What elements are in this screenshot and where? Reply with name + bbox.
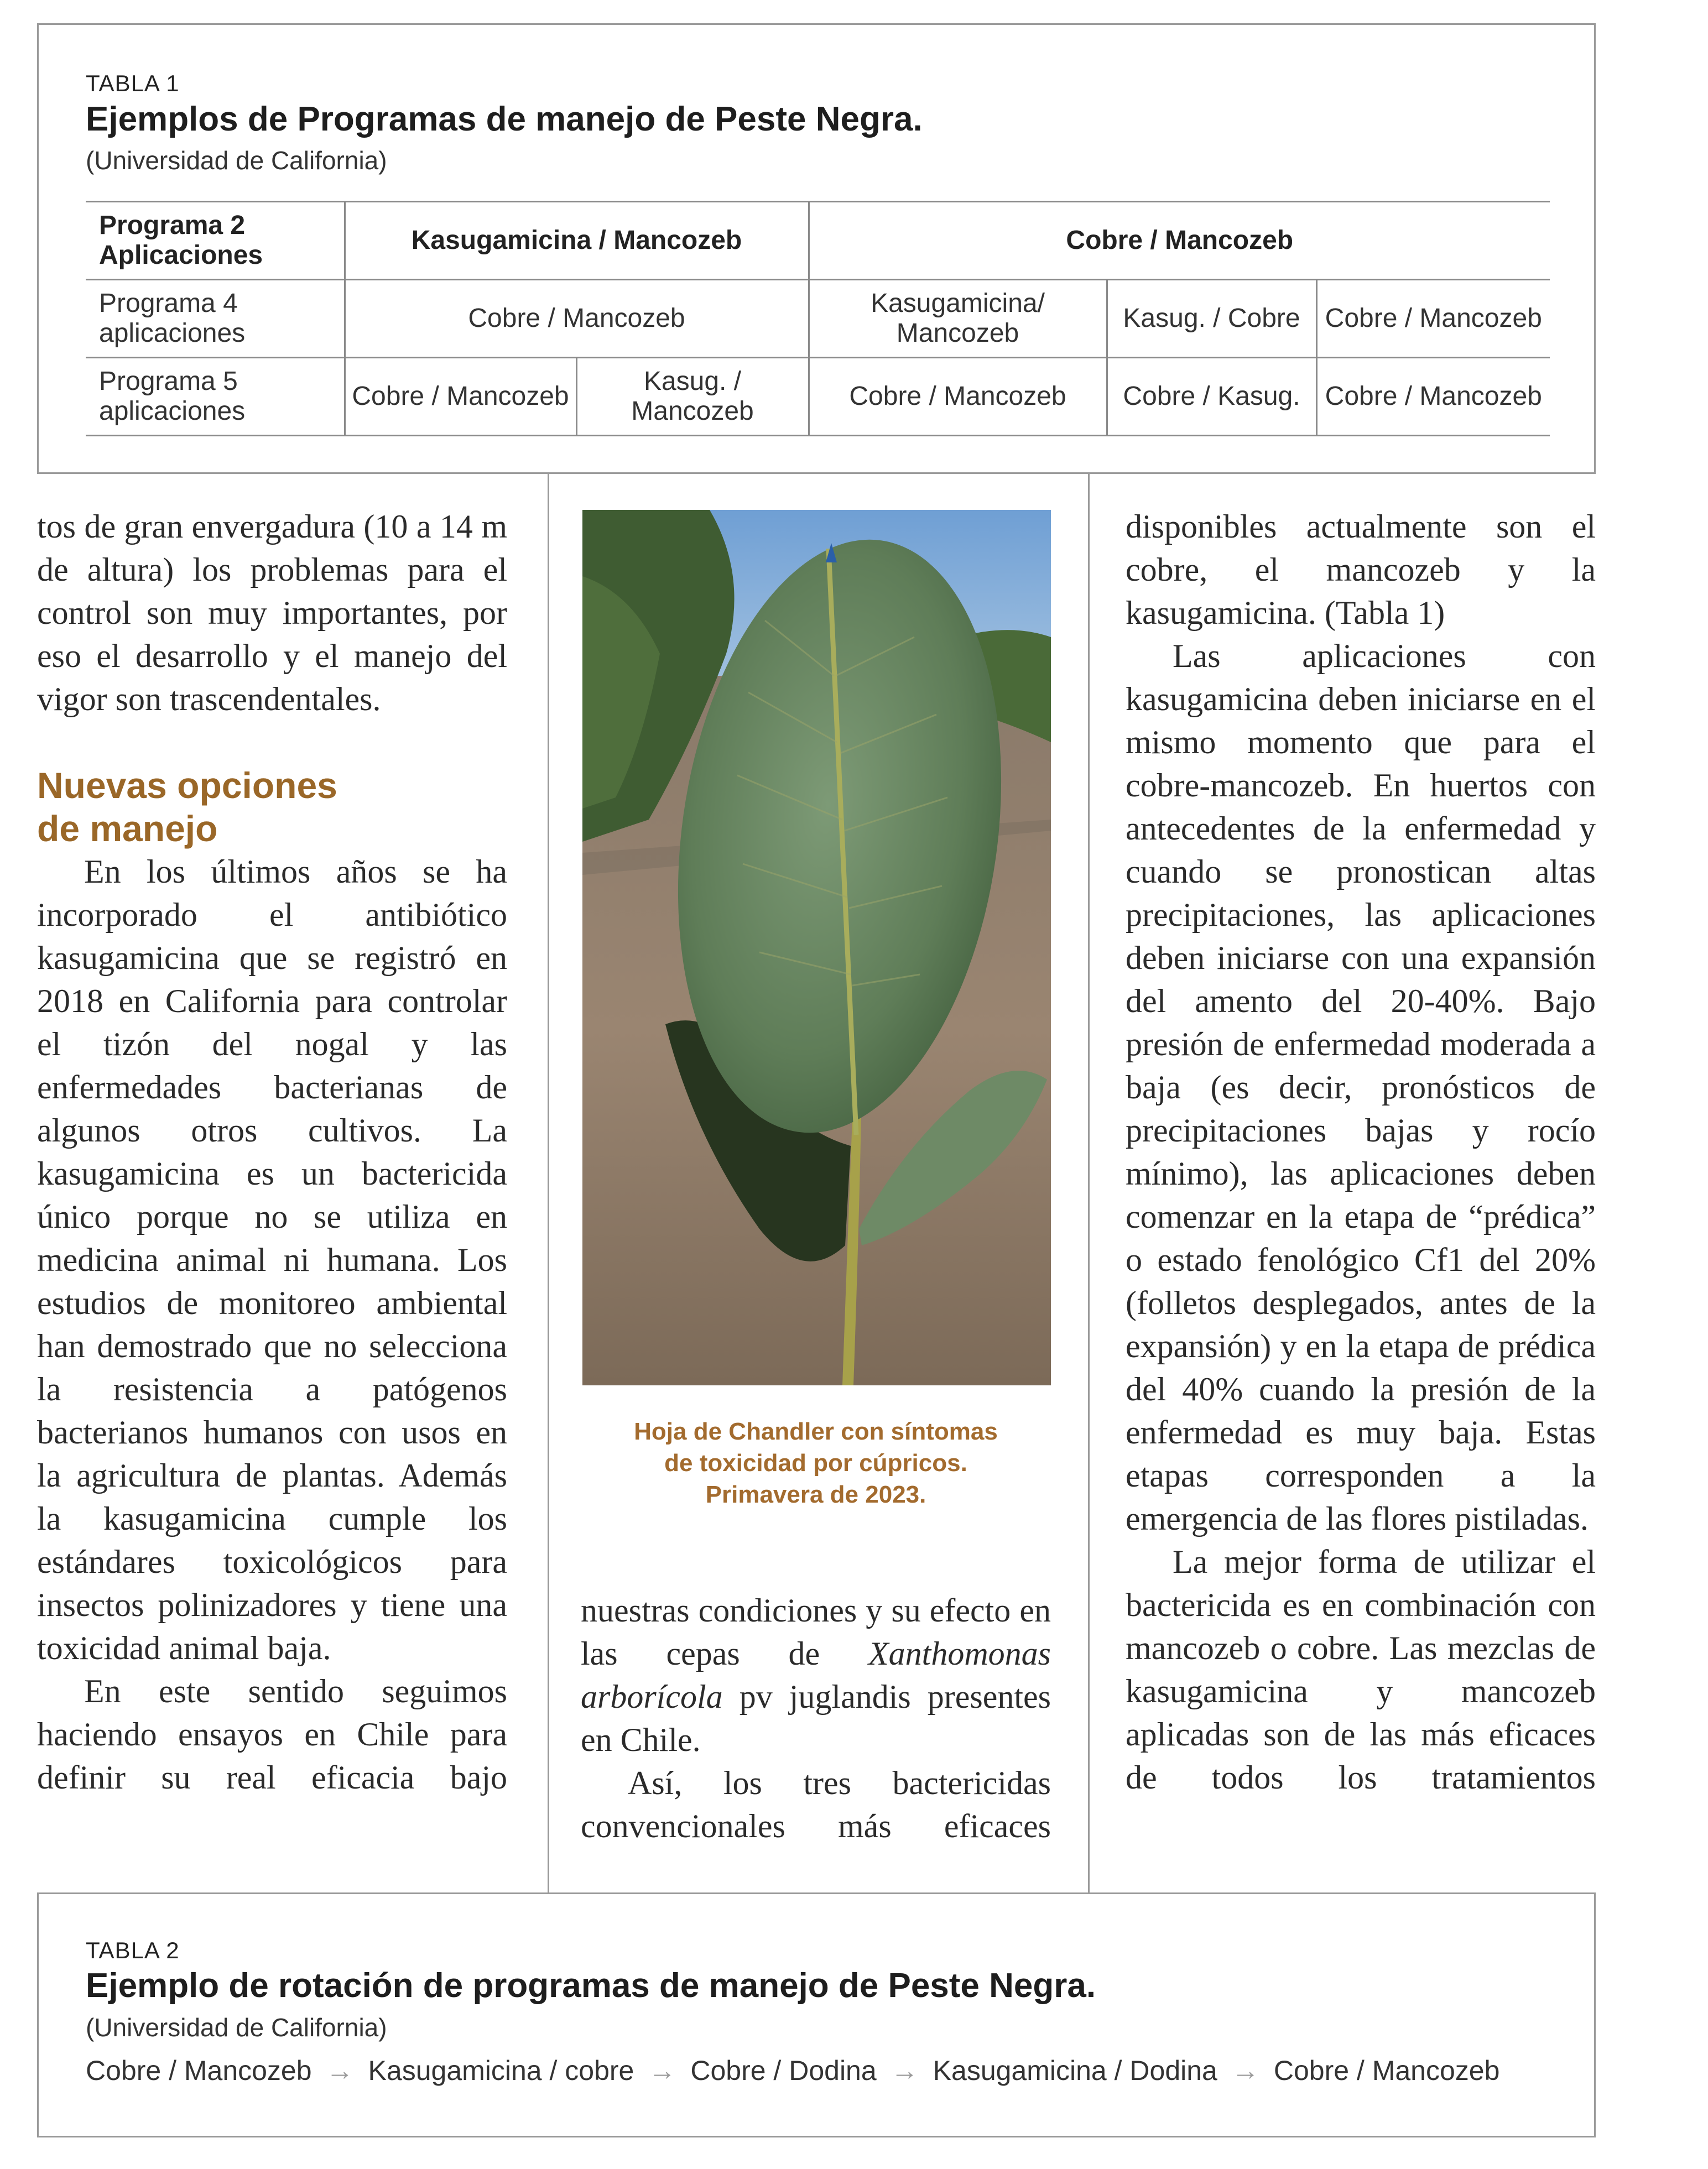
right-arrow-icon: → [1231, 2055, 1259, 2086]
table1-row-head: Programa 4 aplicaciones [86, 280, 345, 358]
paragraph: En los últimos años se ha incorporado el antibiótico kasugamicina que se registró en 2018 en California para controlar el tizón del nogal y las enfermedades bacterianas de algunos otros cultivos. La kasugamicina es un bactericida único porque no se utiliza en medicina animal ni humana. Los estudios de monitoreo ambiental han demostrado que no selecciona la resistencia a patógenos bacterianos humanos con usos en la agricultura de plantas. Además la kasugamicina cumple los estándares toxicológicos para insectos polinizadores y tiene una toxicidad animal baja. [37, 853, 507, 1666]
table1-source: (Universidad de California) [86, 146, 387, 175]
table-cell: Kasug. / Mancozeb [576, 358, 809, 436]
paragraph: disponibles actualmente son el cobre, el mancozeb y la kasugamicina. (Tabla 1) [1126, 508, 1596, 631]
table2-source: (Universidad de California) [86, 2013, 387, 2042]
paragraph: En este sentido seguimos haciendo ensayos en Chile para definir su real eficacia bajo [37, 1673, 507, 1796]
paragraph: La mejor forma de utilizar el bactericida es en combinación con mancozeb o cobre. Las mezclas de kasugamicina y mancozeb aplicadas son de las más eficaces de todos los tratamientos [1126, 1544, 1596, 1796]
rotation-step: Kasugamicina / cobre [368, 2055, 634, 2086]
species-name: Xanthomonas arborícola [581, 1635, 1051, 1715]
section-heading-line1: Nuevas opciones [37, 765, 337, 806]
table-cell: Kasug. / Cobre [1107, 280, 1316, 358]
right-arrow-icon: → [891, 2055, 919, 2086]
rotation-step: Cobre / Mancozeb [86, 2055, 312, 2086]
table-cell: Cobre / Kasug. [1107, 358, 1316, 436]
text-column-2 [581, 1589, 1051, 1848]
right-arrow-icon: → [326, 2055, 354, 2086]
table-cell: Cobre / Mancozeb [809, 358, 1107, 436]
table-row [86, 358, 1550, 436]
rotation-step: Kasugamicina / Dodina [933, 2055, 1217, 2086]
table1-row-head: Programa 2 Aplicaciones [86, 202, 345, 280]
caption-line: Primavera de 2023. [705, 1481, 926, 1508]
text-run: pv juglandis presentes en Chile. [581, 1678, 1051, 1758]
table2-label: TABLA 2 [86, 1937, 180, 1963]
table-cell: Kasugamicina/ Mancozeb [809, 280, 1107, 358]
text-run: nuestras condiciones y su efecto en las cepas de [581, 1592, 1051, 1672]
rotation-step: Cobre / Dodina [690, 2055, 877, 2086]
text-column-3 [1126, 505, 1596, 1799]
table1-title: Ejemplos de Programas de manejo de Peste Negra. [86, 100, 923, 138]
text-column-1 [37, 505, 507, 1799]
paragraph: Las aplicaciones con kasugamicina deben iniciarse en el mismo momento que para el cobre-mancozeb. En huertos con antecedentes de la enfermedad y cuando se pronostican altas precipitaciones, las aplicaciones deben iniciarse con una expansión del amento del 20-40%. Bajo presión de enfermedad moderada a baja (es decir, pronósticos de precipitaciones bajas y rocío mínimo), las aplicaciones deben comenzar en la etapa de “prédica” o estado fenológico Cf1 del 20% (folletos desplegados, antes de la expansión) y en la etapa de prédica del 40% cuando la presión de la enfermedad es muy baja. Estas etapas corresponden a la emergencia de las flores pistiladas. [1126, 638, 1596, 1537]
paragraph: Así, los tres bactericidas convencionales más eficaces [581, 1765, 1051, 1844]
caption-line: Hoja de Chandler con síntomas [634, 1418, 998, 1445]
photo-caption [581, 1416, 1051, 1510]
table2-box [37, 1892, 1596, 2137]
table1-label: TABLA 1 [86, 70, 180, 96]
rotation-step: Cobre / Mancozeb [1273, 2055, 1500, 2086]
right-arrow-icon: → [648, 2055, 676, 2086]
table-cell: Cobre / Mancozeb [809, 202, 1550, 280]
caption-line: de toxicidad por cúpricos. [664, 1450, 967, 1477]
table2-title: Ejemplo de rotación de programas de manejo de Peste Negra. [86, 1967, 1096, 2005]
leaf-photo [582, 510, 1051, 1385]
paragraph [581, 1589, 1051, 1761]
table-cell: Cobre / Mancozeb [345, 358, 576, 436]
table-cell: Cobre / Mancozeb [1316, 280, 1550, 358]
table-row [86, 202, 1550, 280]
table1-box [37, 23, 1596, 474]
table1 [86, 201, 1550, 436]
table-cell: Cobre / Mancozeb [1316, 358, 1550, 436]
rotation-sequence [86, 2055, 1499, 2087]
table-cell: Cobre / Mancozeb [345, 280, 809, 358]
column-divider [1088, 474, 1090, 1892]
table-row [86, 280, 1550, 358]
table-cell: Kasugamicina / Mancozeb [345, 202, 809, 280]
section-heading-line2: de manejo [37, 808, 218, 849]
paragraph: tos de gran envergadura (10 a 14 m de altura) los problemas para el control son muy importantes, por eso el desarrollo y el manejo del vigor son trascendentales. [37, 508, 507, 717]
table1-row-head: Programa 5 aplicaciones [86, 358, 345, 436]
column-divider [548, 474, 549, 1892]
